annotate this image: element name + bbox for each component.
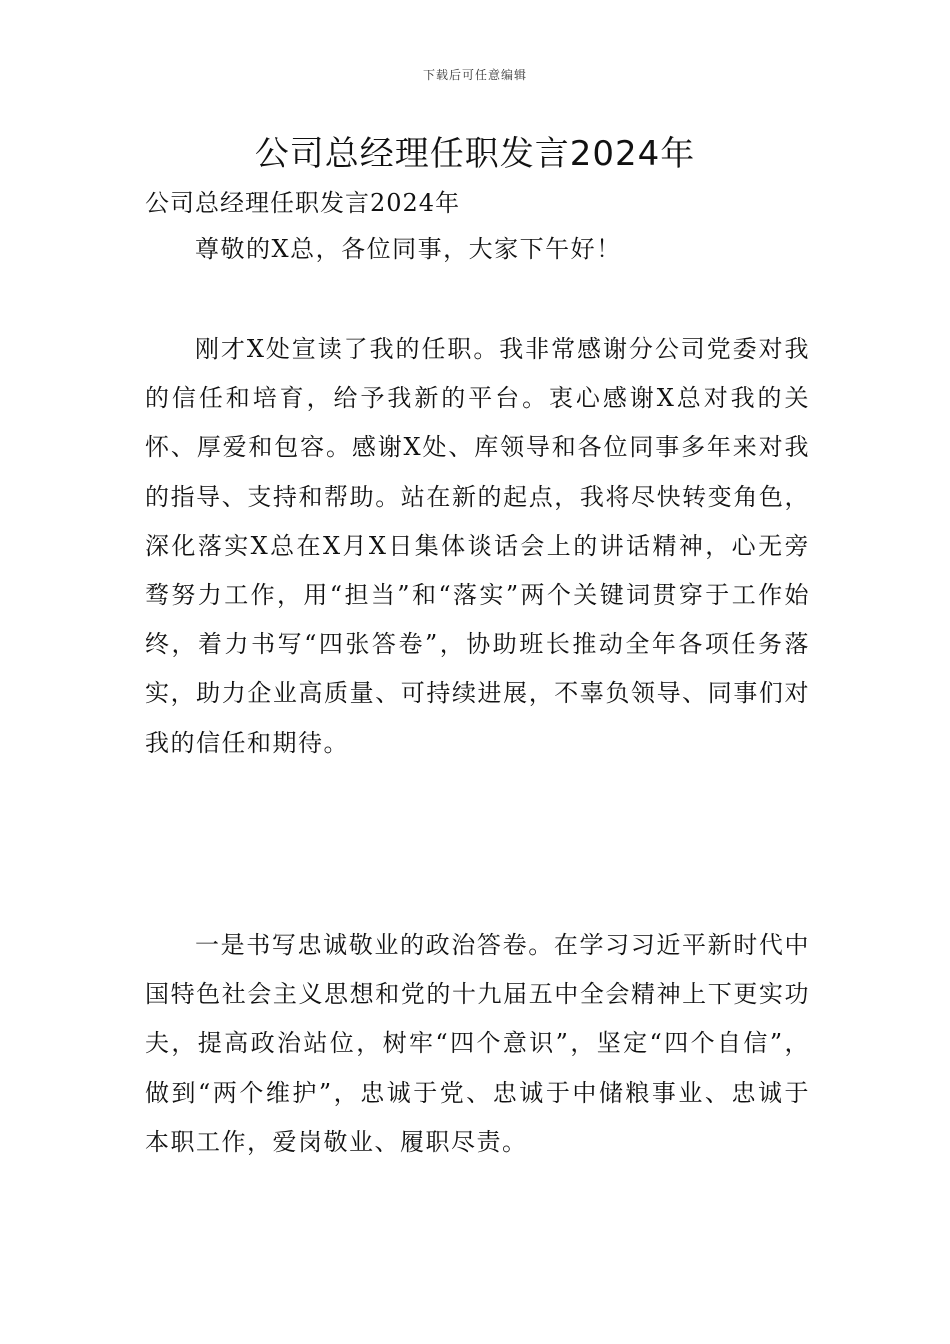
header-note: 下载后可任意编辑 bbox=[422, 68, 527, 82]
paragraph-appointment: 刚才X处宣读了我的任职。我非常感谢分公司党委对我的信任和培育，给予我新的平台。衷心感谢X总对我的关怀、厚爱和包容。感谢X处、库领导和各位同事多年来对我的指导、支持和帮助。站在新的起点，我将尽快转变角色，深化落实X总在X月X日集体谈话会上的讲话精神，心无旁骛努力工作，用“担当”和“落实”两个关键词贯穿于工作始终，着力书写“四张答卷”，协助班长推动全年各项任务落实，助力企业高质量、可持续进展，不辜负领导、同事们对我的信任和期待。 bbox=[145, 335, 810, 757]
document-subtitle: 公司总经理任职发言2024年 bbox=[145, 189, 461, 217]
paragraph-political-answer: 一是书写忠诚敬业的政治答卷。在学习习近平新时代中国特色社会主义思想和党的十九届五中全会精神上下更实功夫，提高政治站位，树牢“四个意识”，坚定“四个自信”，做到“两个维护”，忠诚于党、忠诚于中储粮事业、忠诚于本职工作，爱岗敬业、履职尽责。 bbox=[145, 931, 810, 1156]
paragraph-greeting: 尊敬的X总，各位同事，大家下午好！ bbox=[195, 235, 622, 263]
document-title: 公司总经理任职发言2024年 bbox=[254, 134, 696, 174]
